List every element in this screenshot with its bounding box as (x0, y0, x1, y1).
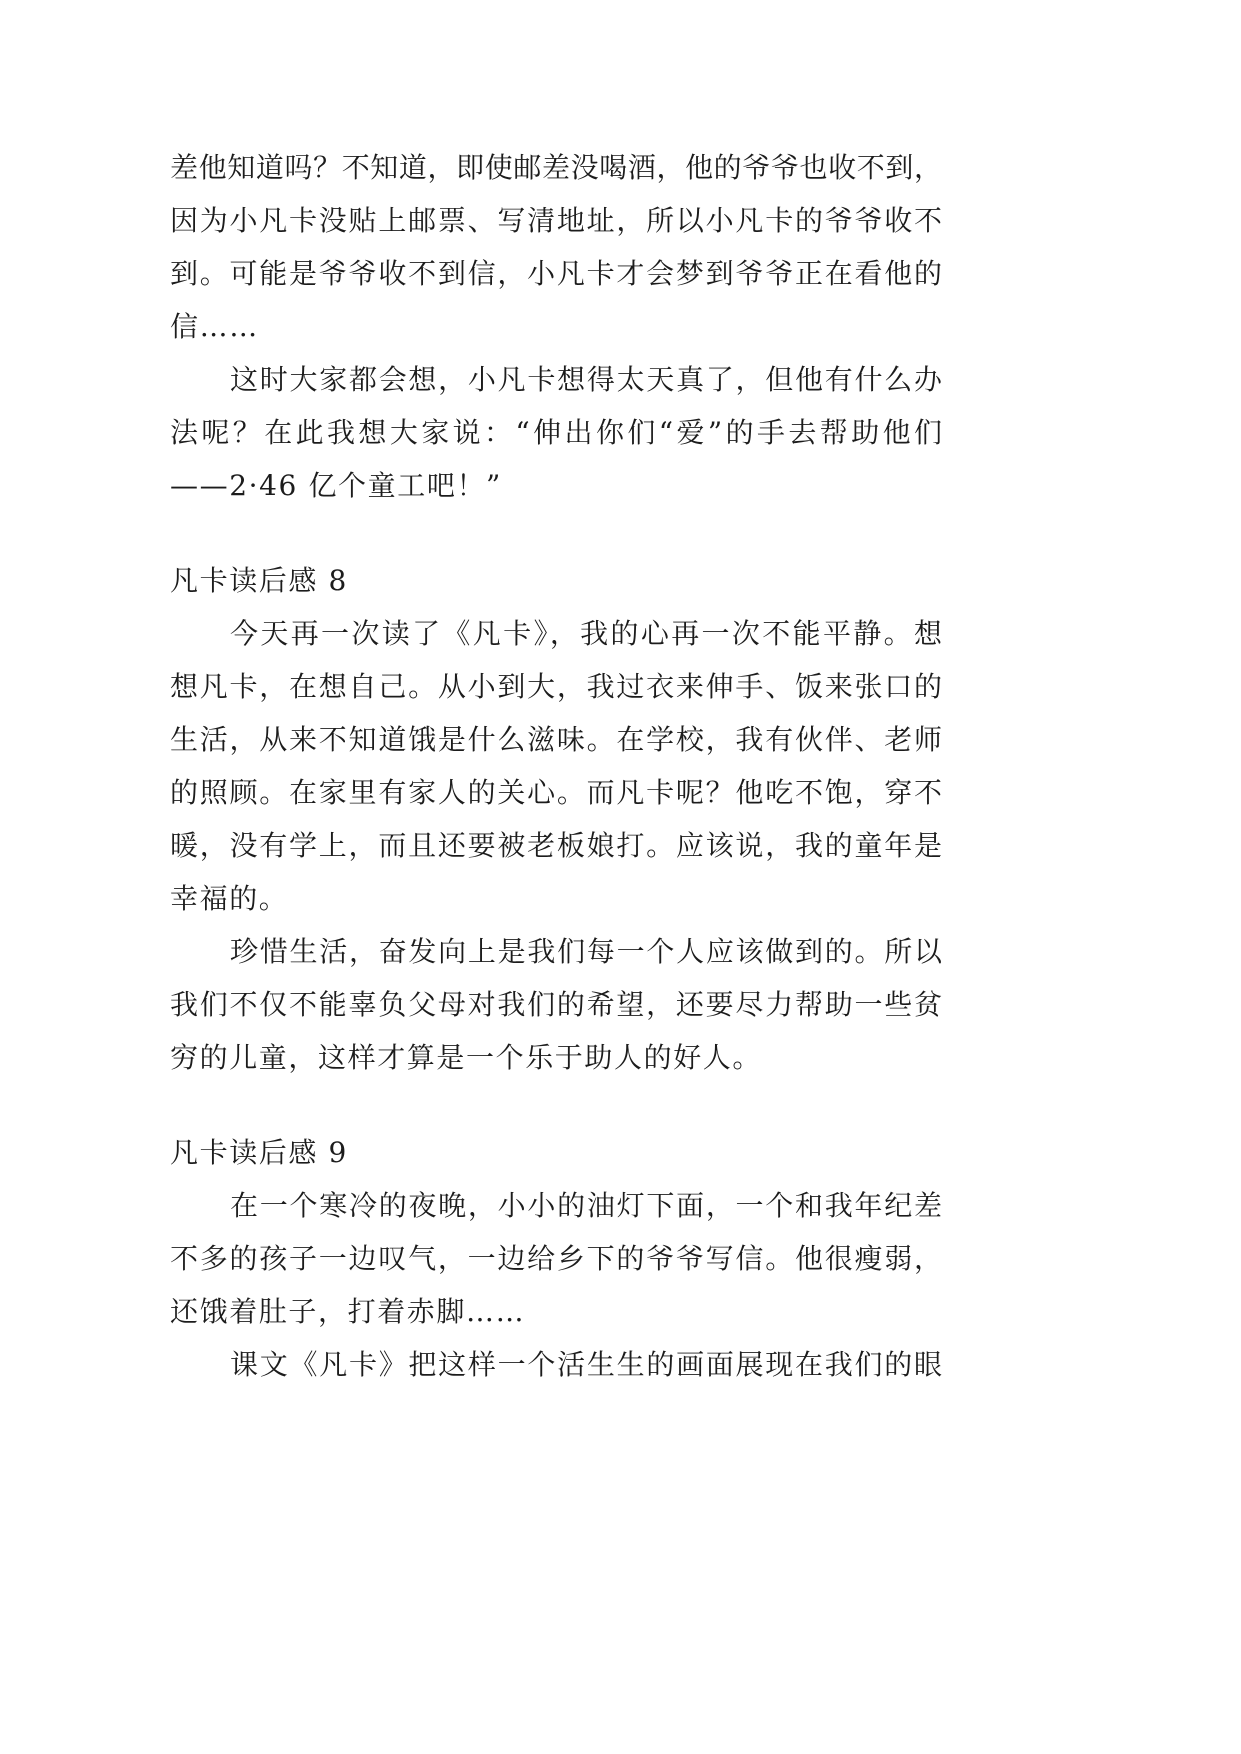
paragraph (170, 141, 970, 353)
section-heading: 凡卡读后感 8 (170, 564, 348, 597)
section-heading: 凡卡读后感 9 (170, 1136, 348, 1169)
text-line: 法呢？在此我想大家说：“伸出你们“爱”的手去帮助他们 (170, 416, 942, 449)
text-line: 珍惜生活，奋发向上是我们每一个人应该做到的。所以 (230, 935, 942, 968)
paragraph (170, 607, 970, 925)
text-line: ——2·46 亿个童工吧！” (170, 469, 502, 502)
text-line: 在一个寒冷的夜晚，小小的油灯下面，一个和我年纪差 (230, 1189, 942, 1222)
text-section (170, 141, 970, 512)
text-line: 今天再一次读了《凡卡》，我的心再一次不能平静。想 (230, 617, 942, 650)
text-line: 暖，没有学上，而且还要被老板娘打。应该说，我的童年是 (170, 829, 942, 862)
text-line: 穷的儿童，这样才算是一个乐于助人的好人。 (170, 1041, 763, 1074)
paragraph (170, 1179, 970, 1338)
text-line: 我们不仅不能辜负父母对我们的希望，还要尽力帮助一些贫 (170, 988, 942, 1021)
text-line: 差他知道吗？不知道，即使邮差没喝酒，他的爷爷也收不到， (170, 151, 942, 184)
paragraph (170, 1338, 970, 1391)
text-line: 的照顾。在家里有家人的关心。而凡卡呢？他吃不饱，穿不 (170, 776, 942, 809)
text-line: 信…… (170, 310, 259, 343)
document-body (170, 141, 970, 1391)
text-line: 到。可能是爷爷收不到信，小凡卡才会梦到爷爷正在看他的 (170, 257, 942, 290)
text-line: 想凡卡，在想自己。从小到大，我过衣来伸手、饭来张口的 (170, 670, 942, 703)
paragraph (170, 353, 970, 512)
text-line: 幸福的。 (170, 882, 289, 915)
text-line: 生活，从来不知道饿是什么滋味。在学校，我有伙伴、老师 (170, 723, 942, 756)
text-line: 课文《凡卡》把这样一个活生生的画面展现在我们的眼 (230, 1348, 942, 1381)
text-line: 这时大家都会想，小凡卡想得太天真了，但他有什么办 (230, 363, 942, 396)
text-section (170, 1126, 970, 1391)
text-line: 不多的孩子一边叹气，一边给乡下的爷爷写信。他很瘦弱， (170, 1242, 942, 1275)
text-line: 还饿着肚子，打着赤脚…… (170, 1295, 526, 1328)
text-line: 因为小凡卡没贴上邮票、写清地址，所以小凡卡的爷爷收不 (170, 204, 942, 237)
text-section (170, 554, 970, 1084)
paragraph (170, 925, 970, 1084)
